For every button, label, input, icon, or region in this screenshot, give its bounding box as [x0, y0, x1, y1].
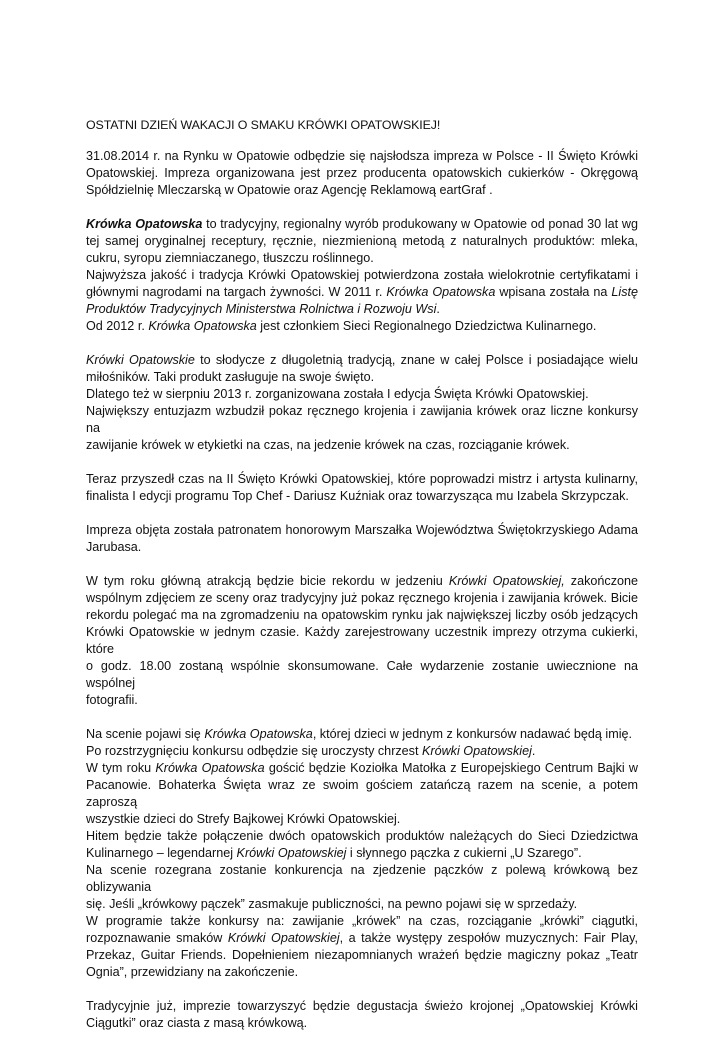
- text-line: Spółdzielnię Mleczarską w Opatowie oraz Agencję Reklamową eartGraf .: [86, 183, 493, 197]
- text-line: [86, 573, 638, 590]
- text-line: fotografii.: [86, 693, 138, 707]
- text-line: [86, 726, 638, 743]
- paragraph-program: [86, 726, 638, 981]
- text-fragment: jest członkiem Sieci Regionalnego Dziedzictwa Kulinarnego.: [256, 319, 597, 333]
- text-fragment: Od 2012 r.: [86, 319, 149, 333]
- text-fragment: i słynnego pączka z cukierni „U Szarego”.: [346, 846, 582, 860]
- text-fragment: Na scenie pojawi się: [86, 727, 205, 741]
- text-line: zawijanie krówek w etykietki na czas, na jedzenie krówek na czas, rozciąganie krówek.: [86, 438, 570, 452]
- text-fragment: W tym roku: [86, 761, 156, 775]
- text-fragment: wpisana została na: [495, 285, 612, 299]
- text-line: tej samej oryginalnej receptury, ręcznie, niezmienioną metodą z naturalnych produktów: mleka,: [86, 234, 638, 248]
- text-line: 31.08.2014 r. na Rynku w Opatowie odbędzie się najsłodsza impreza w Polsce - II Święto Krówki: [86, 149, 638, 163]
- italic-fragment: Krówki Opatowskiej,: [448, 574, 565, 588]
- text-line: cukru, syropu ziemniaczanego, tłuszczu roślinnego.: [86, 251, 374, 265]
- text-line: Tradycyjnie już, imprezie towarzyszyć będzie degustacja świeżo krojonej „Opatowskiej Krówki: [86, 999, 638, 1013]
- text-line: [86, 352, 638, 369]
- text-line: finalista I edycji programu Top Chef - Dariusz Kuźniak oraz towarzysząca mu Izabela Skrzypczak.: [86, 489, 629, 503]
- text-line: Hitem będzie także połączenie dwóch opatowskich produktów należących do Sieci Dziedzictwa: [86, 829, 638, 843]
- text-line: o godz. 18.00 zostaną wspólnie skonsumowane. Całe wydarzenie zostanie uwiecznione na wspólnej: [86, 659, 638, 690]
- text-fragment: Kulinarnego – legendarnej: [86, 846, 237, 860]
- paragraph-tradition: [86, 352, 638, 454]
- italic-fragment: Krówka Opatowska: [155, 761, 265, 775]
- text-fragment: to tradycyjny, regionalny wyrób produkowany w Opatowie od ponad 30 lat wg: [202, 217, 638, 231]
- text-fragment: głównymi nagrodami na targach żywności. W 2011 r.: [86, 285, 387, 299]
- text-fragment: rozpoznawanie smaków: [86, 931, 228, 945]
- text-line: [86, 301, 638, 318]
- text-fragment: Po rozstrzygnięciu konkursu odbędzie się uroczysty chrzest: [86, 744, 422, 758]
- text-line: się. Jeśli „krówkowy pączek” zasmakuje publiczności, na pewno pojawi się w sprzedaży.: [86, 897, 578, 911]
- text-line: Opatowskiej. Impreza organizowana jest przez producenta opatowskich cukierków - Okręgową: [86, 166, 638, 180]
- italic-fragment: Krówki Opatowskiej: [421, 744, 532, 758]
- text-line: Krówki Opatowskie w jednym czasie. Każdy zarejestrowany uczestnik imprezy otrzyma cukierki, które: [86, 625, 638, 656]
- text-fragment: gościć będzie Koziołka Matołka z Europejskiego Centrum Bajki w: [264, 761, 638, 775]
- text-line: W programie także konkursy na: zawijanie „krówek” na czas, rozciąganie „krówki” ciągutki,: [86, 914, 638, 928]
- text-line: [86, 318, 638, 335]
- text-line: Ognia”, przewidziany na zakończenie.: [86, 965, 299, 979]
- text-line: [86, 845, 638, 862]
- paragraph-record: [86, 573, 638, 709]
- paragraph-about-krowka: [86, 216, 638, 335]
- italic-fragment: Krówka Opatowska: [148, 319, 257, 333]
- paragraph-intro: [86, 148, 638, 199]
- text-fragment: to słodycze z długoletnią tradycją, znane w całej Polsce i posiadające wielu: [194, 353, 638, 367]
- text-line: [86, 743, 638, 760]
- text-line: Najwyższa jakość i tradycja Krówki Opatowskiej potwierdzona została wielokrotnie certyfikatami i: [86, 268, 638, 282]
- paragraph-hosts: [86, 471, 638, 505]
- text-line: Ciągutki” oraz ciasta z masą krówkową.: [86, 1016, 308, 1030]
- italic-fragment: Krówki Opatowskie: [86, 353, 195, 367]
- italic-fragment: Krówka Opatowska: [386, 285, 496, 299]
- text-fragment: .: [436, 302, 440, 316]
- italic-fragment: Produktów Tradycyjnych Ministerstwa Rolnictwa i Rozwoju Wsi: [86, 302, 437, 316]
- paragraph-tasting: [86, 998, 638, 1032]
- text-fragment: W tym roku główną atrakcją będzie bicie rekordu w jedzeniu: [86, 574, 449, 588]
- text-line: Na scenie rozegrana zostanie konkurencja na zjedzenie pączków z polewą krówkową bez oblizywania: [86, 863, 638, 894]
- paragraph-patronage: [86, 522, 638, 556]
- text-line: wszystkie dzieci do Strefy Bajkowej Krówki Opatowskiej.: [86, 812, 401, 826]
- text-line: [86, 760, 638, 777]
- text-fragment: , której dzieci w jednym z konkursów nadawać będą imię.: [312, 727, 632, 741]
- text-line: Dlatego też w sierpniu 2013 r. zorganizowana została I edycja Święta Krówki Opatowskiej.: [86, 387, 589, 401]
- brand-name: Krówka Opatowska: [86, 217, 203, 231]
- text-fragment: .: [531, 744, 536, 758]
- italic-fragment: Krówki Opatowskiej: [236, 846, 347, 860]
- italic-fragment: Krówka Opatowska: [204, 727, 313, 741]
- text-line: Największy entuzjazm wzbudził pokaz ręcznego krojenia i zawijania krówek oraz liczne konkursy na: [86, 404, 638, 435]
- text-line: rekordu polegać ma na zgromadzeniu na opatowskim rynku jak największej liczby osób jedzących: [86, 608, 638, 622]
- text-line: wspólnym zdjęciem ze sceny oraz tradycyjny już pokaz ręcznego krojenia i zawijania krówek. Bicie: [86, 591, 638, 605]
- text-line: Jarubasa.: [86, 540, 142, 554]
- document-body: [86, 117, 638, 1049]
- text-line: [86, 216, 638, 233]
- text-line: miłośników. Taki produkt zasługuje na swoje święto.: [86, 370, 375, 384]
- text-line: Pacanowie. Bohaterka Święta wraz ze swoim gościem zatańczą razem na scenie, a potem zaproszą: [86, 778, 638, 809]
- text-fragment: , a także występy zespołów muzycznych: Fair Play,: [339, 931, 638, 945]
- text-line: Przekaz, Guitar Friends. Dopełnieniem niezapomnianych wrażeń będzie magiczny pokaz „Teatr: [86, 948, 638, 962]
- italic-fragment: Listę: [611, 285, 638, 299]
- text-line: [86, 284, 638, 301]
- text-fragment: zakończone: [564, 574, 639, 588]
- text-line: Impreza objęta została patronatem honorowym Marszałka Województwa Świętokrzyskiego Adama: [86, 523, 638, 537]
- document-title: OSTATNI DZIEŃ WAKACJI O SMAKU KRÓWKI OPATOWSKIEJ!: [86, 118, 441, 132]
- italic-fragment: Krówki Opatowskiej: [227, 931, 340, 945]
- text-line: Teraz przyszedł czas na II Święto Krówki Opatowskiej, które poprowadzi mistrz i artysta kulinarny,: [86, 472, 638, 486]
- text-line: [86, 930, 638, 947]
